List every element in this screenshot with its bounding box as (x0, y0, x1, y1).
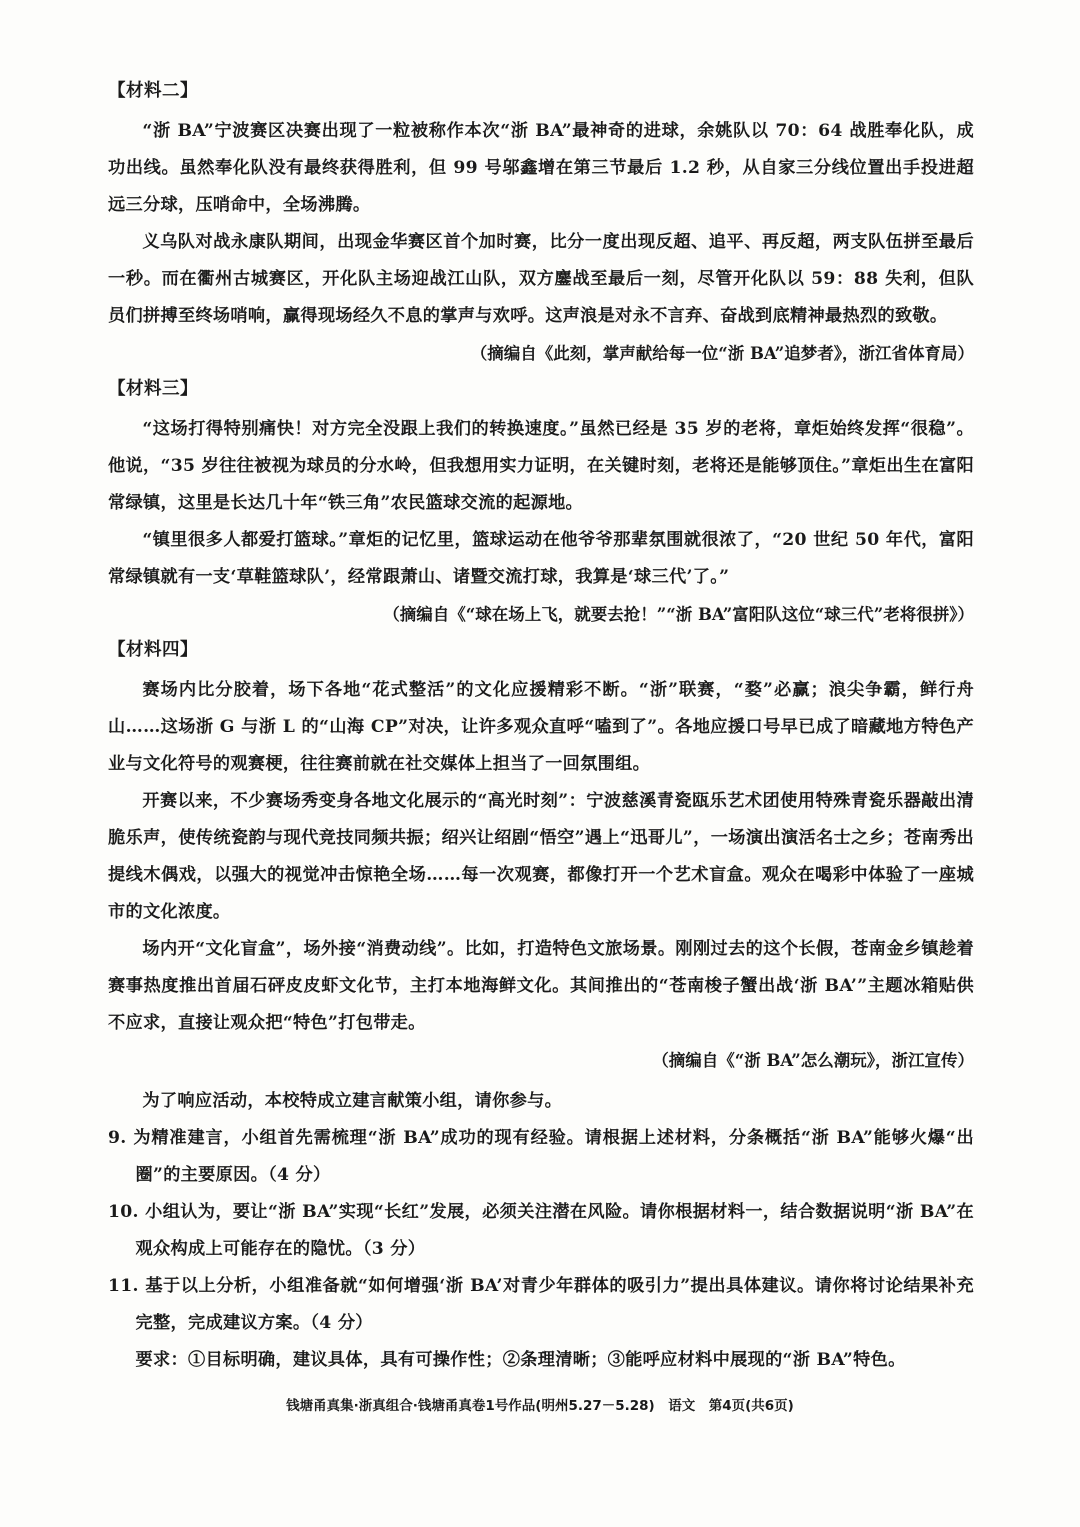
page-footer: 钱塘甬真集·浙真组合·钱塘甬真卷1号作品(明州5.27－5.28) 语文 第4页(共6页) (286, 1398, 794, 1414)
material4-source: （摘编自《“浙 BA”怎么潮玩》，浙江宣传） (652, 1051, 974, 1070)
page-content (108, 78, 974, 1379)
material4-paragraph-3: 场内开“文化盲盒”，场外接“消费动线”。比如，打造特色文旅场景。刚刚过去的这个长假，苍南金乡镇趁着赛事热度推出首届石砰皮皮虾文化节，主打本地海鲜文化。其间推出的“苍南梭子蟹出战‘浙 BA’”主题冰箱贴供不应求，直接让观众把“特色”打包带走。 (108, 939, 974, 1033)
material2-paragraph-2: 义乌队对战永康队期间，出现金华赛区首个加时赛，比分一度出现反超、追平、再反超，两支队伍拼至最后一秒。而在衢州古城赛区，开化队主场迎战江山队，双方鏖战至最后一刻，尽管开化队以 59：88 失利，但队员们拼搏至终场哨响，赢得现场经久不息的掌声与欢呼。这声浪是对永不言弃、奋战到底精神最热烈的致敬。 (108, 232, 974, 326)
material3-paragraph-2: “镇里很多人都爱打篮球。”章炬的记忆里，篮球运动在他爷爷那辈氛围就很浓了，“20 世纪 50 年代，富阳常绿镇就有一支‘草鞋篮球队’，经常跟萧山、诸暨交流打球，我算是‘球三代’了。” (108, 530, 974, 587)
question-11: 11. 基于以上分析，小组准备就“如何增强‘浙 BA’对青少年群体的吸引力”提出具体建议。请你将讨论结果补充完整，完成建议方案。（4 分） (108, 1276, 974, 1333)
material4-paragraph-1: 赛场内比分胶着，场下各地“花式整活”的文化应援精彩不断。“浙”联赛，“婺”必赢；浪尖争霸，鲜行舟山……这场浙 G 与浙 L 的“山海 CP”对决，让许多观众直呼“嗑到了”。各地应援口号早已成了暗藏地方特色产业与文化符号的观赛梗，往往赛前就在社交媒体上担当了一回氛围组。 (108, 680, 974, 774)
material4-heading: 【材料四】 (108, 640, 198, 660)
material3-paragraph-1: “这场打得特别痛快！对方完全没跟上我们的转换速度。”虽然已经是 35 岁的老将，章炬始终发挥“很稳”。他说，“35 岁往往被视为球员的分水岭，但我想用实力证明，在关键时刻，老将还是能够顶住。”章炬出生在富阳常绿镇，这里是长达几十年“铁三角”农民篮球交流的起源地。 (108, 419, 974, 513)
question-11-requirement: 要求：①目标明确，建议具体，具有可操作性；②条理清晰；③能呼应材料中展现的“浙 BA”特色。 (135, 1350, 906, 1370)
material3-heading: 【材料三】 (108, 379, 198, 399)
task-intro: 为了响应活动，本校特成立建言献策小组，请你参与。 (142, 1091, 563, 1111)
material2-source: （摘编自《此刻，掌声献给每一位“浙 BA”追梦者》，浙江省体育局） (470, 344, 974, 363)
material2-heading: 【材料二】 (108, 81, 198, 101)
material2-paragraph-1: “浙 BA”宁波赛区决赛出现了一粒被称作本次“浙 BA”最神奇的进球，余姚队以 70：64 战胜奉化队，成功出线。虽然奉化队没有最终获得胜利，但 99 号邬鑫增在第三节最后 1.2 秒，从自家三分线位置出手投进超远三分球，压哨命中，全场沸腾。 (108, 121, 974, 215)
question-9: 9. 为精准建言，小组首先需梳理“浙 BA”成功的现有经验。请根据上述材料，分条概括“浙 BA”能够火爆“出圈”的主要原因。（4 分） (108, 1128, 974, 1185)
question-10: 10. 小组认为，要让“浙 BA”实现“长红”发展，必须关注潜在风险。请你根据材料一，结合数据说明“浙 BA”在观众构成上可能存在的隐忧。（3 分） (108, 1202, 974, 1259)
material4-paragraph-2: 开赛以来，不少赛场秀变身各地文化展示的“高光时刻”：宁波慈溪青瓷瓯乐艺术团使用特殊青瓷乐器敲出清脆乐声，使传统瓷韵与现代竞技同频共振；绍兴让绍剧“悟空”遇上“迅哥儿”，一场演出演活名士之乡；苍南秀出提线木偶戏，以强大的视觉冲击惊艳全场……每一次观赛，都像打开一个艺术盲盒。观众在喝彩中体验了一座城市的文化浓度。 (108, 791, 974, 922)
material3-source: （摘编自《“球在场上飞，就要去抢！”“浙 BA”富阳队这位“球三代”老将很拼》） (383, 605, 974, 624)
